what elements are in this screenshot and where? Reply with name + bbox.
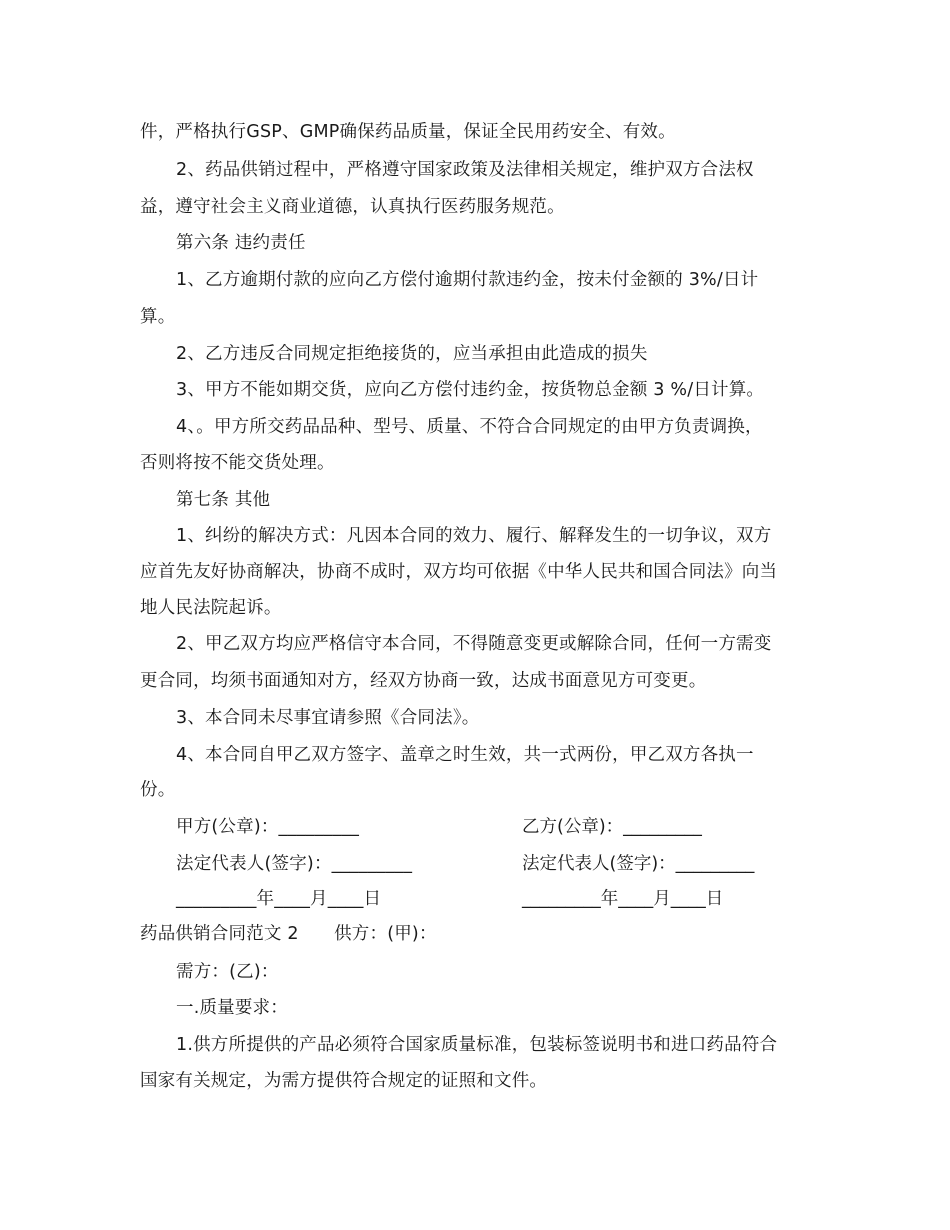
document-title-line: 药品供销合同范文 2 供方：(甲)： xyxy=(140,924,437,944)
paragraph-line: 应首先友好协商解决，协商不成时，双方均可依据《中华人民共和国合同法》向当 xyxy=(140,562,778,582)
paragraph-line: 1.供方所提供的产品必须符合国家质量标准，包装标签说明书和进口药品符合 xyxy=(176,1035,778,1055)
paragraph-line: 4、本合同自甲乙双方签字、盖章之时生效，共一式两份，甲乙双方各执一 xyxy=(176,745,754,765)
paragraph-line: 2、乙方违反合同规定拒绝接货的，应当承担由此造成的损失 xyxy=(176,344,648,364)
party-b-date-field: _________年____月____日 xyxy=(522,889,724,909)
party-a-date-field: _________年____月____日 xyxy=(176,889,382,909)
paragraph-line: 地人民法院起诉。 xyxy=(140,598,282,618)
paragraph-line: 2、药品供销过程中，严格遵守国家政策及法律相关规定，维护双方合法权 xyxy=(176,160,754,180)
party-b-seal-field: 乙方(公章)：_________ xyxy=(522,817,702,837)
paragraph-line: 4、。甲方所交药品品种、型号、质量、不符合合同规定的由甲方负责调换， xyxy=(176,417,763,437)
paragraph-line: 需方：(乙)： xyxy=(176,962,279,982)
paragraph-line: 3、本合同未尽事宜请参照《合同法》。 xyxy=(176,708,480,728)
paragraph-line: 1、纠纷的解决方式：凡因本合同的效力、履行、解释发生的一切争议，双方 xyxy=(176,526,772,546)
party-b-representative-field: 法定代表人(签字)：_________ xyxy=(522,854,755,874)
paragraph-line: 更合同，均须书面通知对方，经双方协商一致，达成书面意见方可变更。 xyxy=(140,671,707,691)
party-a-representative-field: 法定代表人(签字)：_________ xyxy=(176,854,413,874)
paragraph-line: 否则将按不能交货处理。 xyxy=(140,453,335,473)
paragraph-line: 份。 xyxy=(140,780,176,800)
paragraph-line: 国家有关规定，为需方提供符合规定的证照和文件。 xyxy=(140,1071,548,1091)
paragraph-line: 3、甲方不能如期交货，应向乙方偿付违约金，按货物总金额 3 %/日计算。 xyxy=(176,380,765,400)
paragraph-line: 2、甲乙双方均应严格信守本合同，不得随意变更或解除合同，任何一方需变 xyxy=(176,634,772,654)
section-heading: 第六条 违约责任 xyxy=(176,233,306,253)
paragraph-line: 益，遵守社会主义商业道德，认真执行医药服务规范。 xyxy=(140,197,565,217)
section-heading: 第七条 其他 xyxy=(176,490,271,510)
party-a-seal-field: 甲方(公章)：_________ xyxy=(176,817,360,837)
paragraph-line: 1、乙方逾期付款的应向乙方偿付逾期付款违约金，按未付金额的 3%/日计 xyxy=(176,270,759,290)
section-heading: 一.质量要求： xyxy=(176,998,288,1018)
paragraph-line: 算。 xyxy=(140,307,176,327)
paragraph-line: 件，严格执行GSP、GMP确保药品质量，保证全民用药安全、有效。 xyxy=(140,122,676,142)
